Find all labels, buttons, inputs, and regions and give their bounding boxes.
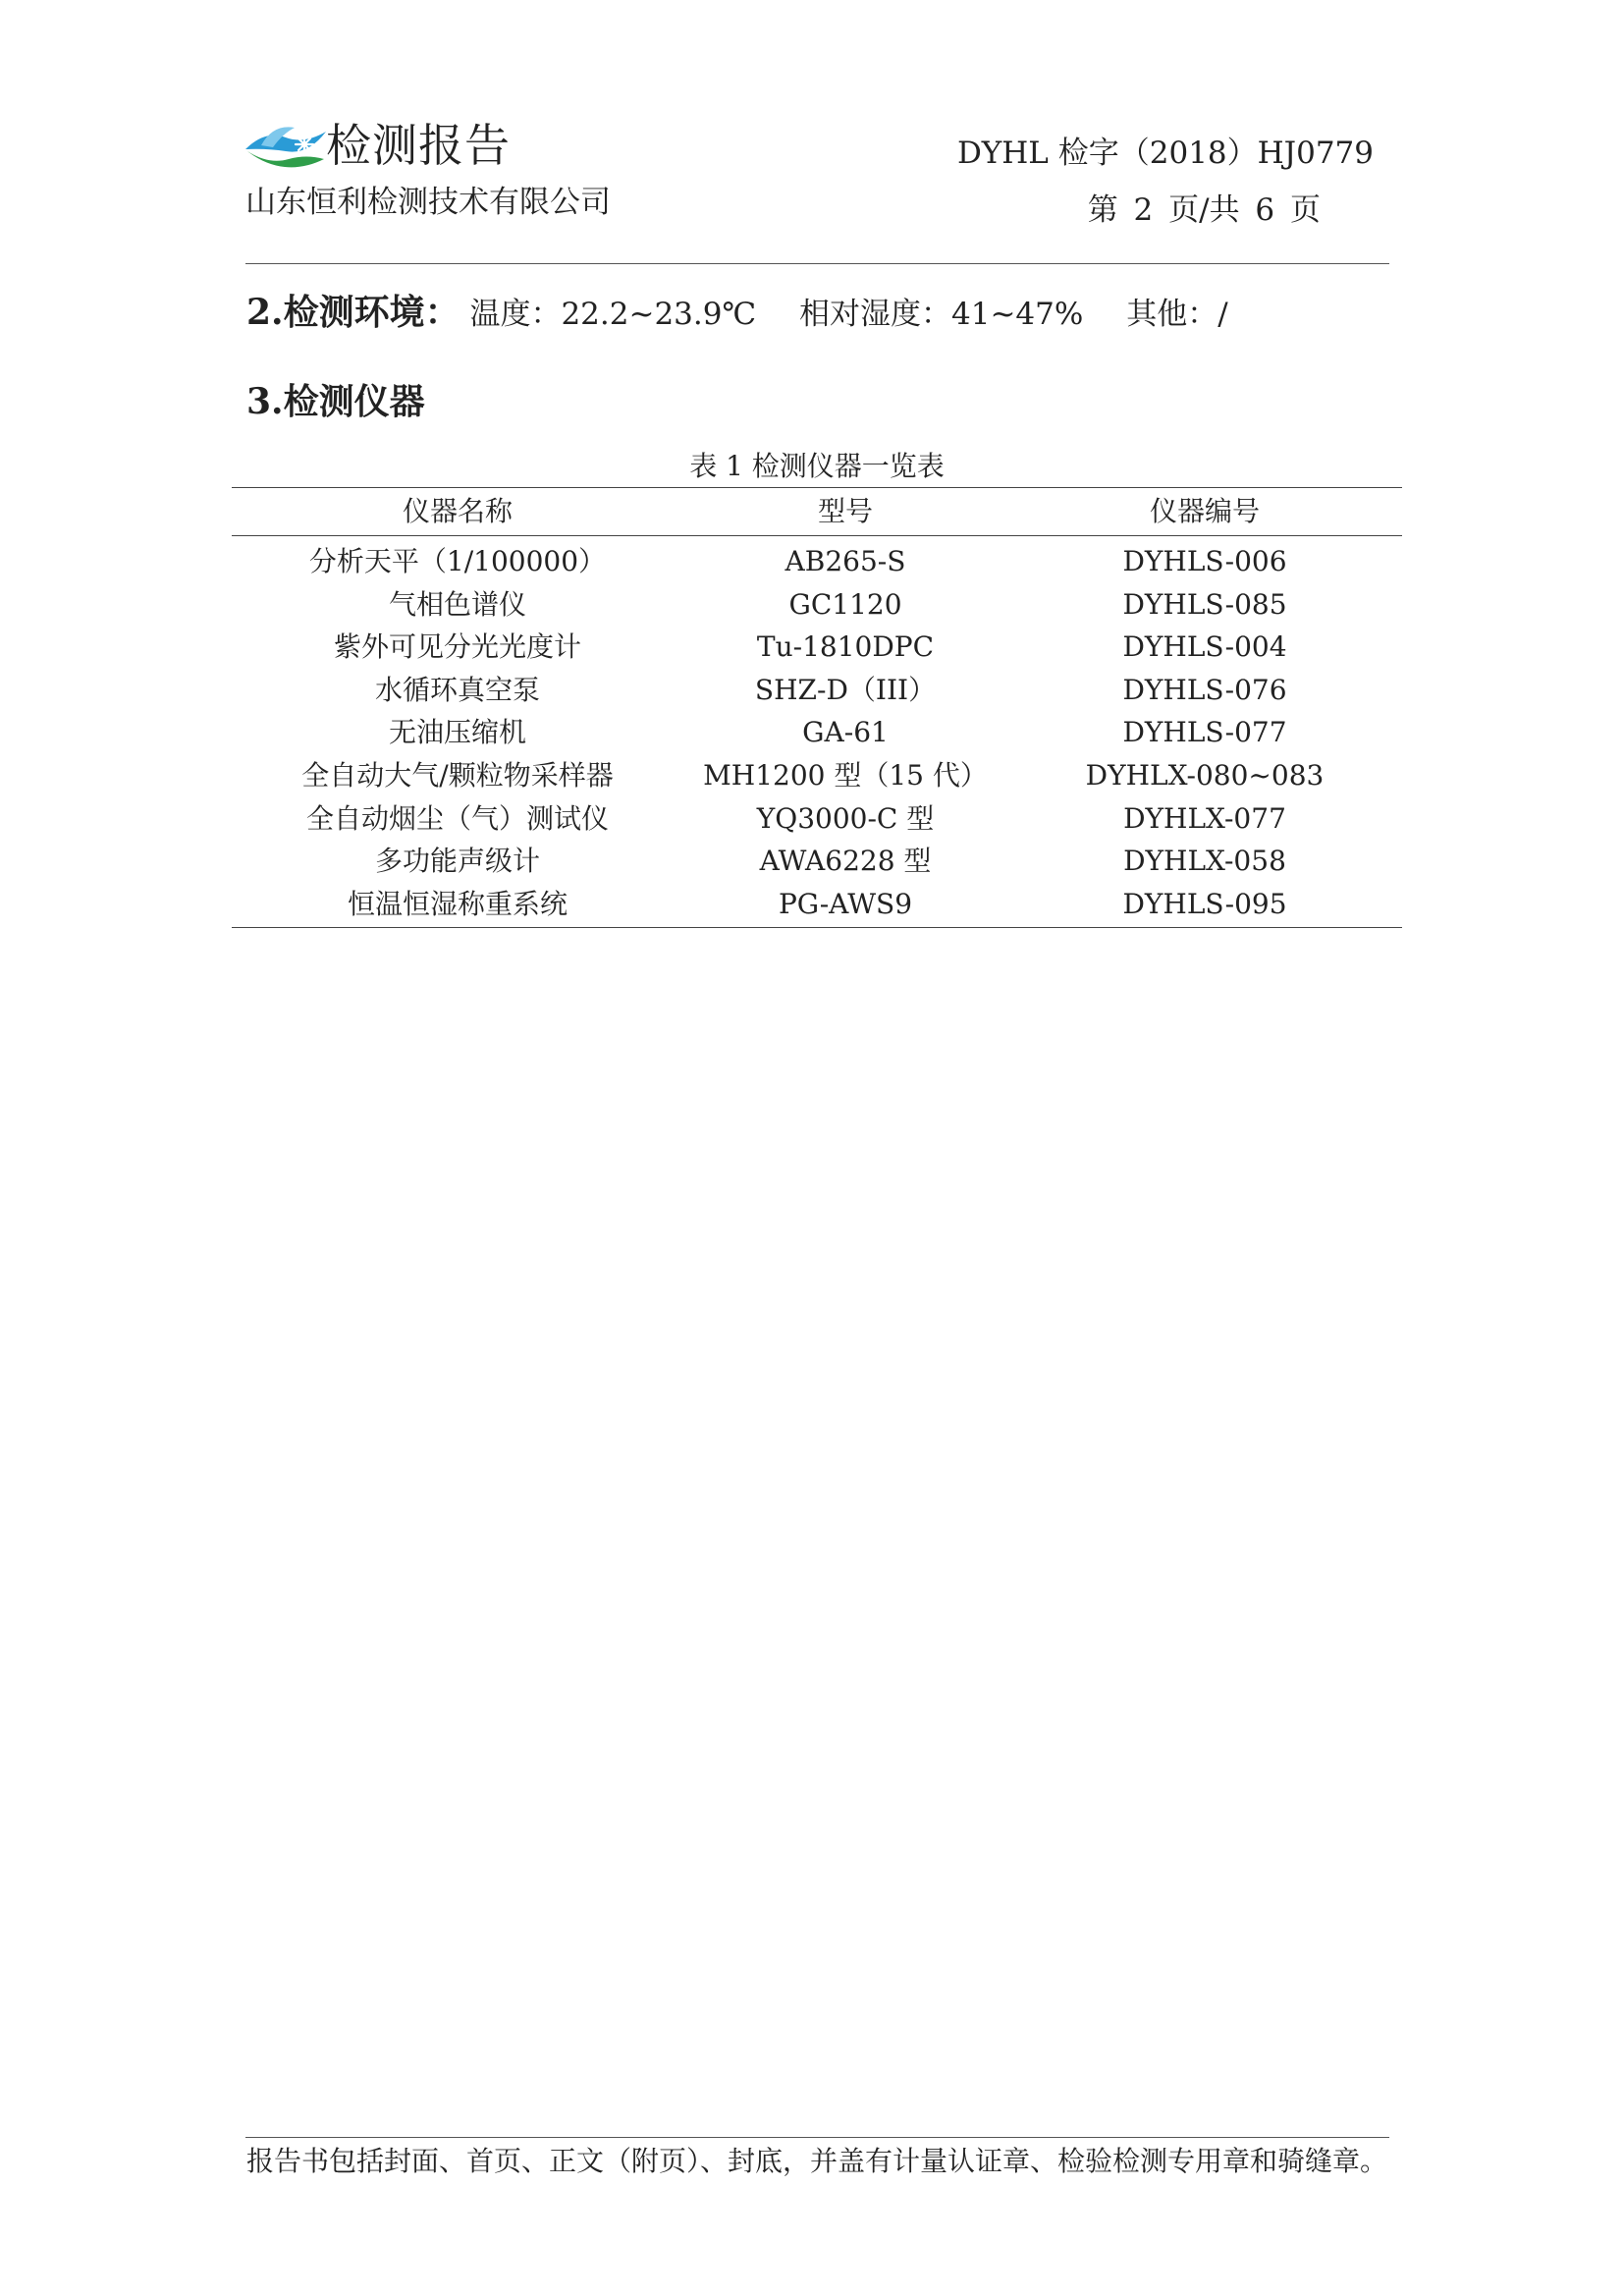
model-cell: MH1200 型（15 代） — [703, 758, 988, 792]
instrument-name-cell: 恒温恒湿称重系统 — [232, 883, 683, 928]
instrument-id-cell: DYHLS-006 — [1122, 545, 1287, 577]
report-brand-title: 检测报告 — [326, 119, 511, 172]
table-row — [232, 669, 1402, 712]
header-divider — [245, 263, 1389, 264]
model-cell: PG-AWS9 — [683, 883, 1007, 928]
model-cell: SHZ-D（III） — [754, 673, 937, 706]
instrument-name-cell: 分析天平（1/100000） — [308, 545, 607, 577]
instrument-name-cell: 全自动大气/颗粒物采样器 — [301, 758, 614, 792]
instruments-table — [232, 487, 1402, 928]
table-row — [232, 883, 1402, 928]
table-row — [232, 711, 1402, 754]
instrument-name-cell: 水循环真空泵 — [374, 673, 540, 706]
table-header-row — [232, 488, 1402, 536]
instrument-id-cell: DYHLX-077 — [1123, 801, 1286, 835]
instrument-name-cell: 多功能声级计 — [374, 845, 540, 878]
table-caption: 表 1 检测仪器一览表 — [689, 450, 945, 482]
model-cell: GC1120 — [788, 587, 902, 621]
model-cell: Tu-1810DPC — [756, 630, 935, 664]
humidity-value: 相对湿度：41~47% — [799, 297, 1084, 332]
instrument-name-cell: 紫外可见分光光度计 — [333, 630, 581, 664]
temperature-value: 温度：22.2~23.9℃ — [469, 297, 757, 332]
page-indicator: 第 2 页/共 6 页 — [1087, 192, 1321, 228]
instrument-name-cell: 全自动烟尘（气）测试仪 — [305, 801, 609, 835]
instrument-id-cell: DYHLX-080~083 — [1085, 758, 1325, 792]
instruments-heading: 3.检测仪器 — [246, 381, 425, 422]
environment-heading: 2.检测环境： — [246, 292, 460, 333]
model-cell: GA-61 — [802, 716, 889, 749]
report-number: DYHL 检字（2018）HJ0779 — [956, 136, 1374, 171]
instrument-id-cell: DYHLX-058 — [1123, 845, 1286, 878]
company-name: 山东恒利检测技术有限公司 — [245, 185, 611, 220]
model-cell: AWA6228 型 — [759, 845, 932, 878]
column-header-instrument-name: 仪器名称 — [232, 488, 683, 536]
footer-note: 报告书包括封面、首页、正文（附页）、封底，并盖有计量认证章、检验检测专用章和骑缝章。 — [246, 2145, 1388, 2177]
table-row — [232, 626, 1402, 669]
company-logo-icon — [243, 116, 328, 171]
table-row — [232, 536, 1402, 583]
other-conditions-value: 其他：/ — [1126, 297, 1228, 332]
column-header-model: 型号 — [683, 488, 1007, 536]
table-row — [232, 754, 1402, 797]
column-header-instrument-id: 仪器编号 — [1007, 488, 1402, 536]
model-cell: AB265-S — [784, 545, 906, 577]
table-row — [232, 583, 1402, 627]
instrument-name-cell: 气相色谱仪 — [388, 587, 526, 621]
instrument-id-cell: DYHLS-095 — [1007, 883, 1402, 928]
instrument-id-cell: DYHLS-077 — [1122, 716, 1287, 749]
instrument-id-cell: DYHLS-085 — [1122, 587, 1287, 621]
instrument-id-cell: DYHLS-004 — [1122, 630, 1287, 664]
table-row — [232, 797, 1402, 841]
instrument-id-cell: DYHLS-076 — [1122, 673, 1287, 706]
instrument-name-cell: 无油压缩机 — [388, 716, 526, 749]
footer-divider — [245, 2137, 1389, 2138]
model-cell: YQ3000-C 型 — [756, 801, 935, 835]
environment-section — [246, 291, 1228, 334]
table-row — [232, 840, 1402, 883]
